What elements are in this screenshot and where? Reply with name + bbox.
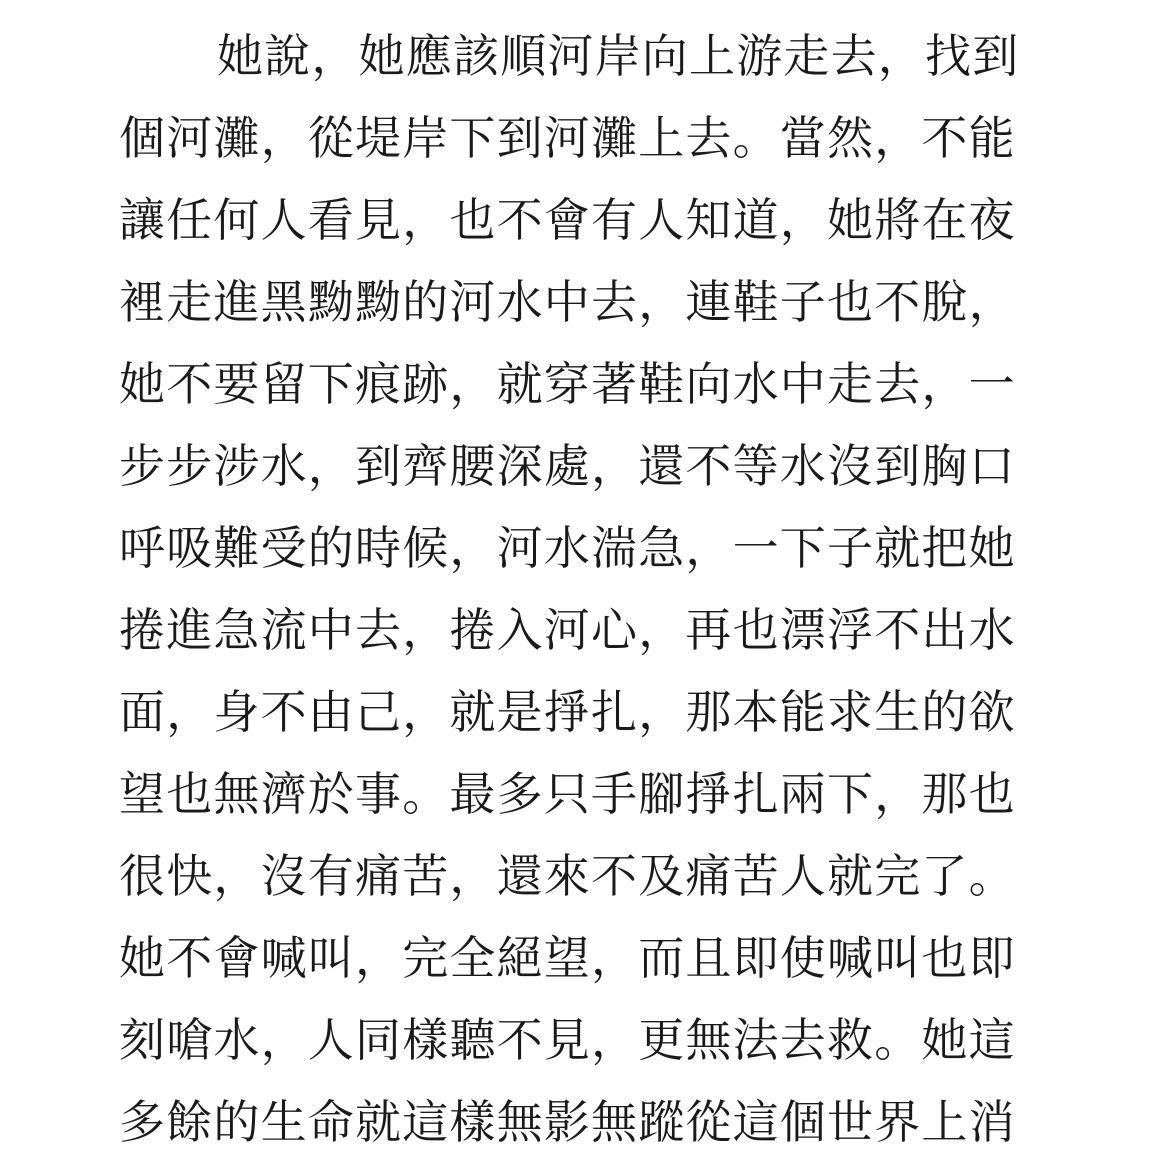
text-line: 個河灘，從堤岸下到河灘上去。當然，不能 xyxy=(119,111,1016,165)
text-line: 呼吸難受的時候，河水湍急，一下子就把她 xyxy=(119,521,1016,575)
text-line: 裡走進黑黝黝的河水中去，連鞋子也不脫， xyxy=(119,275,1016,329)
text-line: 刻嗆水，人同樣聽不見，更無法去救。她這 xyxy=(119,1013,1016,1067)
text-line: 她說，她應該順河岸向上游走去，找到 xyxy=(217,29,1020,83)
text-line: 面，身不由己，就是掙扎，那本能求生的欲 xyxy=(119,685,1016,739)
text-line: 望也無濟於事。最多只手腳掙扎兩下，那也 xyxy=(119,767,1016,821)
text-line: 步步涉水，到齊腰深處，還不等水沒到胸口 xyxy=(119,439,1016,493)
text-line: 捲進急流中去，捲入河心，再也漂浮不出水 xyxy=(119,603,1016,657)
text-line: 很快，沒有痛苦，還來不及痛苦人就完了。 xyxy=(119,849,1016,903)
text-page xyxy=(119,15,1059,1163)
text-line: 她不要留下痕跡，就穿著鞋向水中走去，一 xyxy=(119,357,1016,411)
text-line: 讓任何人看見，也不會有人知道，她將在夜 xyxy=(119,193,1016,247)
text-line: 多餘的生命就這樣無影無蹤從這個世界上消 xyxy=(119,1095,1016,1149)
text-line: 她不會喊叫，完全絕望，而且即使喊叫也即 xyxy=(119,931,1016,985)
